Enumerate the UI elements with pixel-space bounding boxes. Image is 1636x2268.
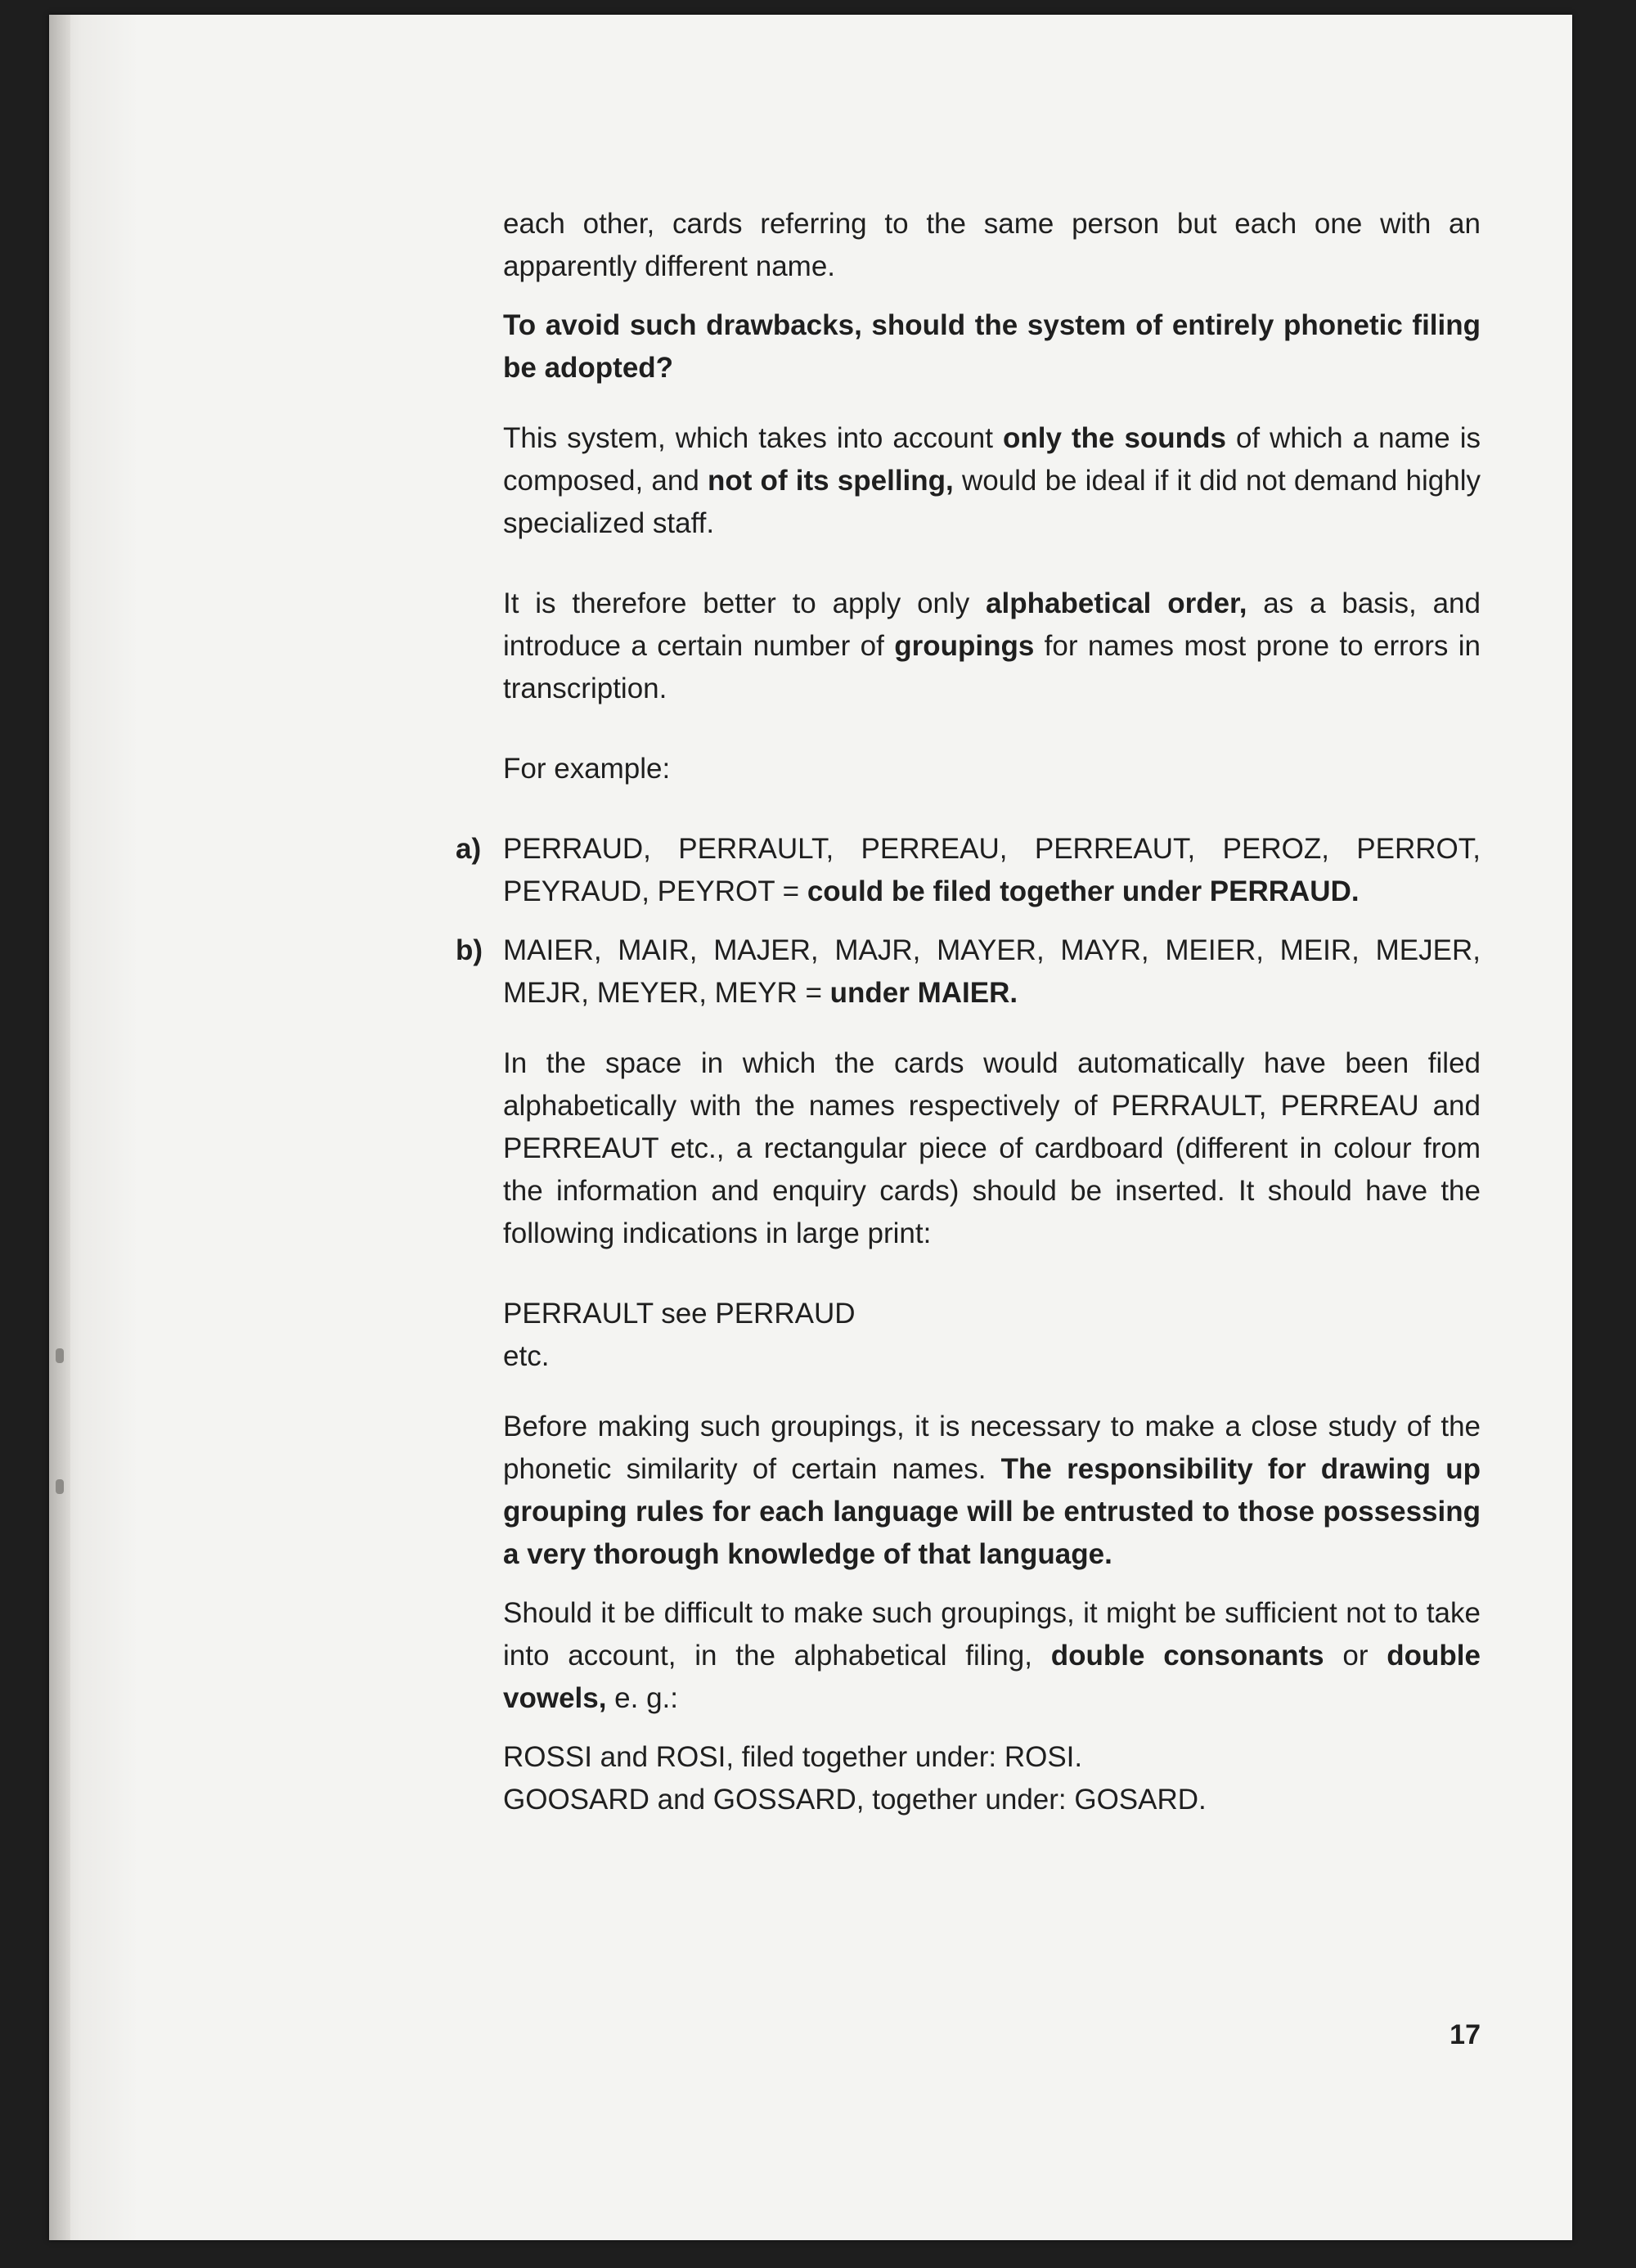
p3-bold-sounds: only the sounds [1002, 422, 1226, 454]
list-a-conclusion: could be filed together under PERRAUD. [807, 875, 1360, 907]
list-body-a [503, 828, 1481, 913]
paragraph-6: In the space in which the cards would automatically have been filed alphabetically with the names respectively of PERRAULT, PERREAU and PERREAUT etc., a rectangular piece of cardboard (different in colour from the information and enquiry cards) should be inserted. It should have the following indications in large print: [503, 1047, 1481, 1249]
list-a-names: PERRAUD, PERRAULT, PERREAU, PERREAUT, PEROZ, PERROT, PEYRAUD, PEYROT = [503, 833, 1481, 907]
paragraph-5-example: For example: [503, 753, 671, 785]
list-b-names: MAIER, MAIR, MAJER, MAJR, MAYER, MAYR, MEIER, MEIR, MEJER, MEJR, MEYER, MEYR = [503, 934, 1481, 1009]
list-item-a [456, 828, 1481, 913]
paragraph-2-question: To avoid such drawbacks, should the system of entirely phonetic filing be adopted? [503, 309, 1481, 384]
paragraph-4 [503, 583, 1481, 710]
paragraph-7-line-1: PERRAULT see PERRAUD [503, 1298, 856, 1330]
binding-gutter [49, 15, 70, 2240]
p3-text-e: would be ideal if it did not demand highly specialized staff. [503, 465, 1481, 539]
paragraph-7-line-2: etc. [503, 1340, 550, 1372]
list-item-b [456, 929, 1481, 1015]
paragraph-8 [503, 1406, 1481, 1576]
p4-text-e: for names most prone to errors in transcription. [503, 630, 1481, 704]
p9-bold-vowels: double vowels, [503, 1640, 1481, 1714]
p3-bold-spelling: not of its spelling, [707, 465, 954, 497]
paragraph-3 [503, 417, 1481, 545]
paragraph-9 [503, 1592, 1481, 1720]
body-text [456, 203, 1481, 1821]
p9-text-a: Should it be difficult to make such groupings, it might be sufficient not to take into account, in the alphabetical filing, [503, 1597, 1481, 1672]
list-b-conclusion: under MAIER. [829, 977, 1018, 1009]
paragraph-10-line-2: GOOSARD and GOSSARD, together under: GOSARD. [503, 1784, 1207, 1816]
p8-text-a: Before making such groupings, it is necessary to make a close study of the phonetic similarity of certain names. [503, 1411, 1481, 1485]
p3-text-c: of which a name is composed, and [503, 422, 1481, 497]
list-label-a: a) [456, 833, 482, 865]
list-body-b [503, 929, 1481, 1015]
staple-mark [56, 1479, 64, 1494]
p3-text-a: This system, which takes into account [503, 422, 1003, 454]
p8-bold-responsibility: The responsibility for drawing up grouping rules for each language will be entrusted to those possessing a very thorough knowledge of that language. [503, 1453, 1481, 1570]
list-label-b: b) [456, 934, 483, 966]
paragraph-1: each other, cards referring to the same person but each one with an apparently different name. [503, 208, 1481, 282]
document-page [49, 15, 1572, 2240]
p9-text-e: e. g.: [606, 1682, 679, 1714]
page-number: 17 [1449, 2019, 1481, 2050]
paragraph-10-line-1: ROSSI and ROSI, filed together under: ROSI. [503, 1741, 1083, 1773]
p4-text-a: It is therefore better to apply only [503, 587, 987, 619]
p4-text-c: as a basis, and introduce a certain number of [503, 587, 1481, 662]
p9-text-c: or [1324, 1640, 1387, 1672]
staple-mark [56, 1348, 64, 1363]
p9-bold-consonants: double consonants [1050, 1640, 1324, 1672]
p4-bold-groupings: groupings [894, 630, 1035, 662]
p4-bold-alphabetical: alphabetical order, [986, 587, 1247, 619]
